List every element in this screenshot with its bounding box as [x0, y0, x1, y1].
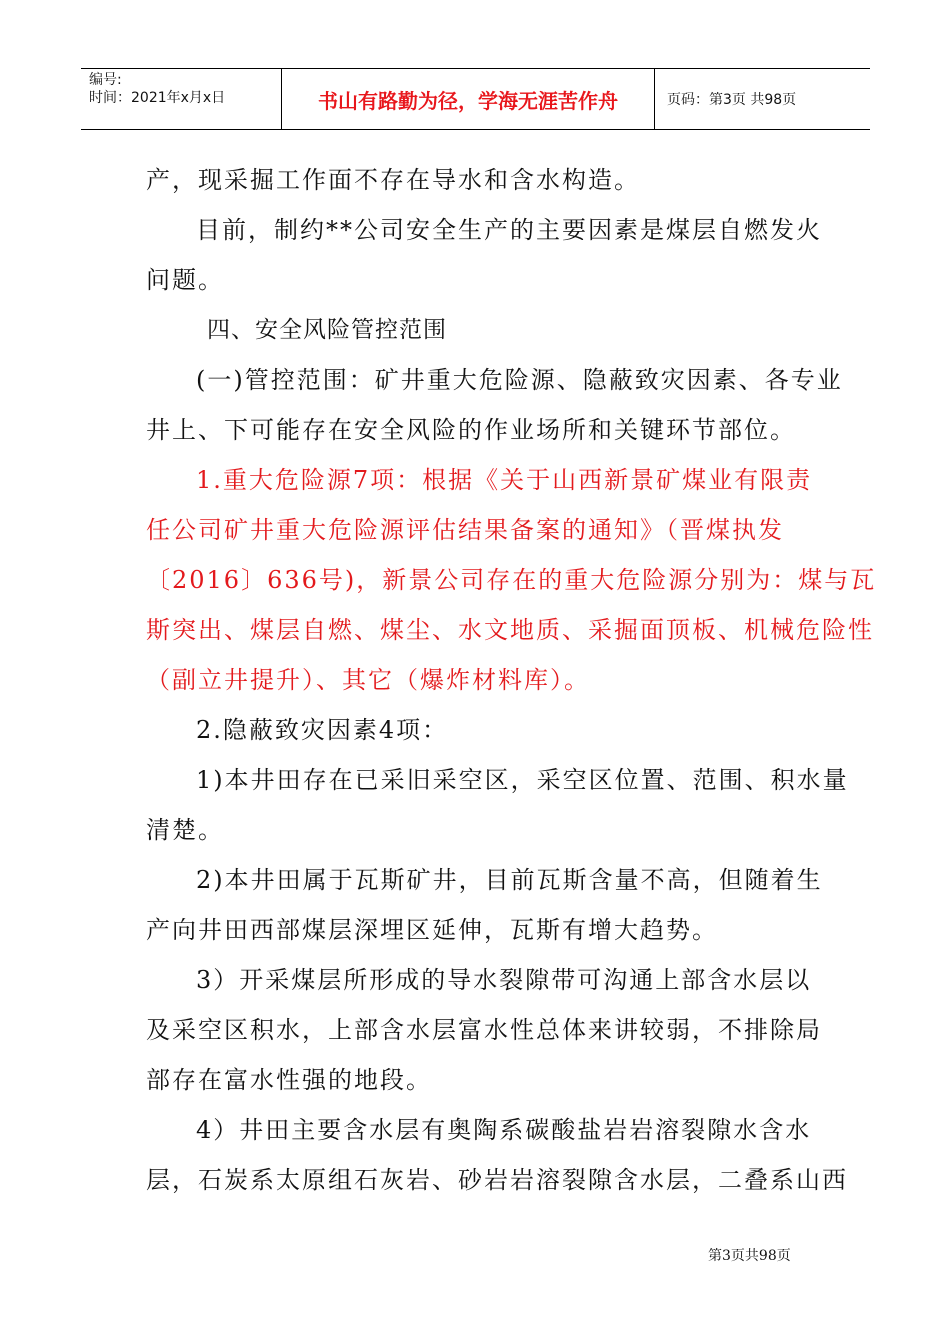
body-line: 4）井田主要含水层有奥陶系碳酸盐岩岩溶裂隙水含水: [196, 1116, 812, 1144]
body-line: 部存在富水性强的地段。: [146, 1066, 432, 1094]
number-label: 编号:: [89, 72, 122, 88]
body-line: 产，现采掘工作面不存在导水和含水构造。: [146, 166, 640, 194]
highlight-line: （副立井提升）、其它（爆炸材料库）。: [146, 666, 590, 694]
body-line: 2)本井田属于瓦斯矿井，目前瓦斯含量不高，但随着生: [196, 866, 823, 894]
header-page-label: 页码：第3页 共98页: [667, 92, 797, 108]
body-line: 层，石炭系太原组石灰岩、砂岩岩溶裂隙含水层，二叠系山西: [146, 1166, 848, 1194]
header-meta: [81, 69, 281, 129]
body-line: 产向井田西部煤层深埋区延伸，瓦斯有增大趋势。: [146, 916, 718, 944]
body-line: (一)管控范围：矿井重大危险源、隐蔽致灾因素、各专业: [196, 366, 843, 394]
highlight-line: 1.重大危险源7项：根据《关于山西新景矿煤业有限责: [196, 466, 813, 494]
header-table: [81, 68, 870, 130]
highlight-line: 〔2016〕636号)，新景公司存在的重大危险源分别为：煤与瓦: [146, 566, 877, 594]
body-line: 目前，制约**公司安全生产的主要因素是煤层自燃发火: [196, 216, 822, 244]
time-label: 时间：2021年x月x日: [89, 90, 226, 106]
body-line: 2.隐蔽致灾因素4项：: [196, 716, 449, 744]
body-line: 及采空区积水，上部含水层富水性总体来讲较弱，不排除局: [146, 1016, 822, 1044]
highlight-line: 斯突出、煤层自燃、煤尘、水文地质、采掘面顶板、机械危险性: [146, 616, 874, 644]
body-line: 井上、下可能存在安全风险的作业场所和关键环节部位。: [146, 416, 796, 444]
body-line: 清楚。: [146, 816, 224, 844]
highlight-line: 任公司矿井重大危险源评估结果备案的通知》（晋煤执发: [146, 516, 784, 544]
body-line: 问题。: [146, 266, 224, 294]
header-motto: 书山有路勤为径，学海无涯苦作舟: [281, 69, 655, 129]
body-line: 1)本井田存在已采旧采空区，采空区位置、范围、积水量: [196, 766, 849, 794]
page-footer: 第3页共98页: [708, 1248, 791, 1264]
body-line: 3）开采煤层所形成的导水裂隙带可沟通上部含水层以: [196, 966, 812, 994]
section-heading: 四、安全风险管控范围: [207, 317, 447, 343]
